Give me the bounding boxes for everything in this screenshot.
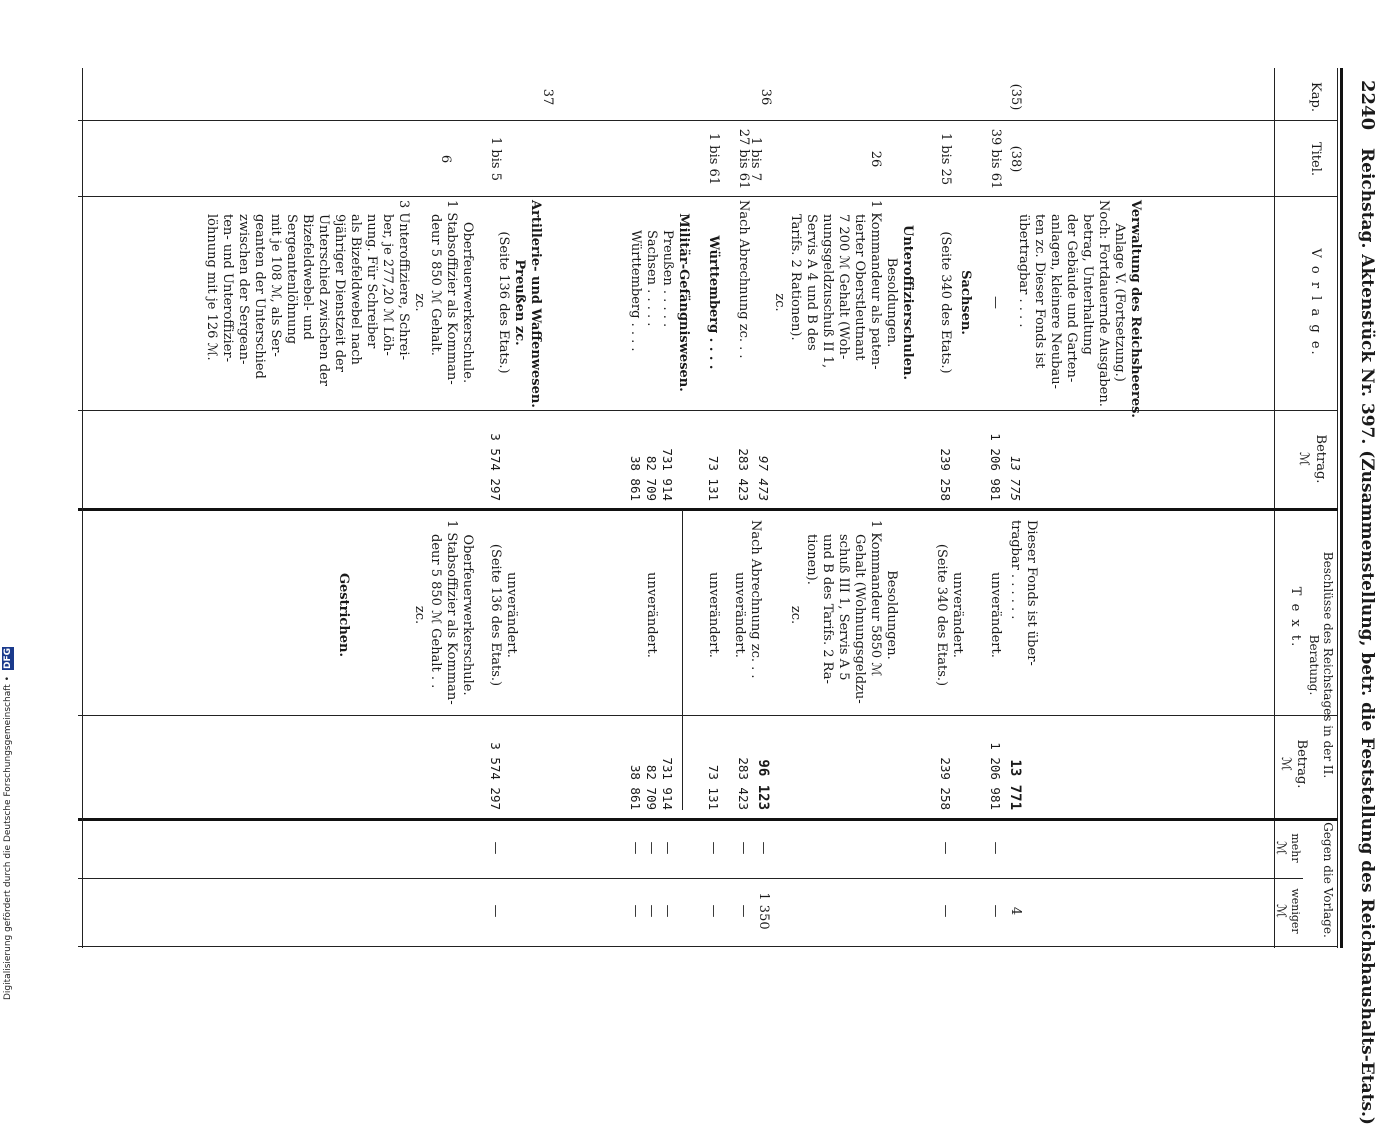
col-titel-header: Titel. [1308,141,1323,177]
r1-betrag2: 13 771 [1007,759,1023,810]
r4-mehr: — [756,841,771,855]
r4-betrag2: 96 123 [755,759,771,810]
col-betrag2-header: Betrag. [1294,739,1309,789]
r4-text: Besoldungen. 1 Kommandeur 5850 ℳ Gehalt (Wohnungsgeldzu- schuß III 1, Servis A 5 und B des Tarifs. 2 Ra- tionen). zc. [788,520,899,704]
div-mehr [78,878,1303,879]
r2-mehr: — [988,841,1003,855]
r1-kap: (35) [1008,83,1023,111]
r5-vorlage: Nach Abrechnung zc. . . [736,200,751,359]
r8-kap: 37 [540,88,555,106]
col-text-header: T e x t. [1288,586,1303,649]
div-vorlage [78,410,1338,411]
r3-betrag2: 239 258 [938,757,953,810]
div-titel [78,196,1338,197]
r3-weniger: — [938,904,953,918]
col-mehr-unit: ℳ [1273,841,1288,855]
r8-mehr: — [488,841,503,855]
r7-betrag2: 731 914 82 709 38 861 [628,757,675,810]
div-main [78,508,1338,511]
col-weniger-header: weniger [1289,888,1302,934]
div-text [78,715,1338,716]
r8-betrag2: 3 574 297 [488,742,503,810]
r9-vorlage: Oberfeuerwerkerschule. 1 Stabsoffizier als Komman- deur 5 850 ℳ Gehalt. zc. 3 Unteroffiziere, Schrei- ber, je 277,20 ℳ Löh- nung. Für Schreiber als Bizefeldwebel nach 9jähriger Dienstzeit der Unterschied zwischen der Bizefeldwebel- und Sergeantenlöhnung mit je 108 ℳ, als Ser- geanten der Unterschied zwischen der Sergean- ten- und Unteroffizier- löhnung mit je 126 ℳ. [204,200,475,386]
col-mehr-header: mehr [1289,833,1302,863]
r3-vorlage: (Seite 340 des Etats.) [938,231,953,374]
page-title: Reichstag. Aktenstück Nr. 397. (Zusammenstellung, betr. die Feststellung des Reichshaushalts-Etats.) [1357,148,1377,1125]
r6-mehr: — [706,841,721,855]
col-betrag-header: Betrag. [1313,434,1328,484]
r5-titel: 27 bis 61 [736,128,751,190]
div-kap [78,120,1338,121]
r9-titel: 6 [438,154,453,164]
r7-betrag: 731 914 82 709 38 861 [628,448,675,501]
r2-weniger: — [988,904,1003,918]
sidebar-credit: Digitalisierung gefördert durch die Deutsche Forschungsgemeinschaft • DFG [3,648,13,1000]
r5-text: Nach Abrechnung zc. . . unverändert. [732,520,763,679]
r1-betrag: 13 775 [1008,455,1023,501]
rule-top [1340,68,1343,948]
r3-text: unverändert. (Seite 340 des Etats.) [934,543,965,687]
col-vorlage-header: V o r l a g e. [1308,248,1323,357]
r2-betrag: 1 206 981 [988,433,1003,501]
r3-betrag: 239 258 [938,448,953,501]
r7-kap: 36 [758,88,773,106]
r1-vorlage: Verwaltung des Reichsheeres. Anlage V. (Fortsetzung.) Noch: Fortdauernde Ausgaben. betrag, Unterhaltung der Gebäude und Garten- anlagen, kleinere Neubau- ten zc. Dieser Fonds ist übertragbar . . . . [1016,200,1143,418]
r5-betrag2: 283 423 [736,757,751,810]
r9-text: Oberfeuerwerkerschule. 1 Stabsoffizier als Komman- deur 5 850 ℳ Gehalt . . zc. Gestrichen. [336,520,475,705]
r8-weniger: — [488,904,503,918]
r7-weniger: — — — [628,904,675,918]
r6-weniger: — [706,904,721,918]
col-gegen-header: Gegen die Vorlage. [1321,822,1335,938]
r2-vorlage: — [988,296,1003,309]
r3-section-heading: Sachsen. [958,270,973,335]
r4-titel: 26 [868,150,883,168]
r5-betrag: 283 423 [736,448,751,501]
rule-bottom [82,68,83,948]
r7-vorlage: Militär-Gefängniswesen. Preußen . . . . . Sachsen . . . . . Württemberg . . . . [628,213,691,392]
r4-betrag: 97 473 [756,455,771,501]
r2-titel: 39 bis 61 [988,128,1003,190]
r4-weniger: 1 350 [756,892,771,930]
r4-vorlage: Unteroffizierschulen. Besoldungen. 1 Kommandeur als paten- tierter Oberstleutnant 7 200 ℳ Gehalt (Woh- nungsgeldzuschuß II 1, Servis A 4 und B des Tarifs. 2 Rationen). zc. [772,200,915,380]
col-kap-header: Kap. [1308,82,1323,112]
r6-titel: 1 bis 61 [706,132,721,186]
col-betrag-unit: ℳ [1296,452,1311,466]
r6-vorlage: Württemberg . . . . [706,235,721,370]
r6-betrag2: 73 131 [706,764,721,810]
r5-mehr: — [736,841,751,855]
r6-text: unverändert. [706,572,721,658]
r7-titel: 1 bis 7 [748,137,763,181]
r2-betrag2: 1 206 981 [988,742,1003,810]
col-beschluesse-header: Beschlüsse des Reichstages in der II. Beratung. [1307,551,1335,779]
r7-text: unverändert. [644,572,659,658]
r1-text: Dieser Fonds ist über- tragbar . . . . . . [1008,520,1039,666]
col-weniger-unit: ℳ [1273,904,1288,918]
rule-r7-top [682,510,683,810]
r6-betrag: 73 131 [706,455,721,501]
r7-mehr: — — — [628,841,675,855]
r8-titel: 1 bis 5 [488,137,503,181]
col-betrag2-unit: ℳ [1278,757,1293,771]
r2-text: unverändert. [988,572,1003,658]
page-number: 2240 [1357,80,1378,131]
dfg-logo: DFG [3,648,13,670]
r1-titel: (38) [1008,145,1023,173]
r8-betrag: 3 574 297 [488,433,503,501]
r1-weniger: 4 [1008,906,1023,916]
r3-titel: 1 bis 25 [938,132,953,186]
r3-mehr: — [938,841,953,855]
r8-vorlage: Artillerie- und Waffenwesen. Preußen zc. (Seite 136 des Etats.) [496,200,543,408]
r8-text: unverändert. (Seite 136 des Etats.) [488,543,519,687]
r5-weniger: — [736,904,751,918]
div-right [78,946,1338,947]
